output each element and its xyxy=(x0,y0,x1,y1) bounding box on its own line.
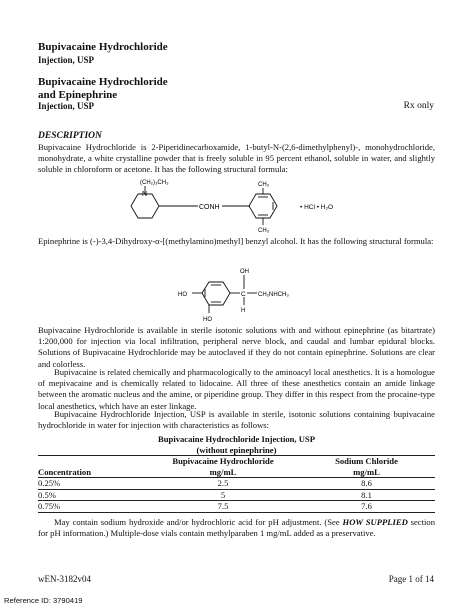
ring-nitrogen-label: N xyxy=(142,191,148,198)
methyl-top-label: CH₃ xyxy=(258,182,270,188)
carbon-label: C xyxy=(241,291,246,298)
cell-sodium-chloride: 8.1 xyxy=(298,489,435,501)
hydroxyl-left-label: HO xyxy=(178,292,187,298)
description-paragraph-1: Bupivacaine Hydrochloride is 2-Piperidinecarboxamide, 1-butyl-N-(2,6-dimethylphenyl)-, monohydrochloride, monohydrate, a white crystalline powder that is freely soluble in 95 percent ethanol, soluble in water, and slightly soluble in chloroform or acetone. It has the following structural formula: xyxy=(38,142,435,175)
hydrogen-label: H xyxy=(241,308,246,314)
title-bupivacaine-epinephrine-line1: Bupivacaine Hydrochloride xyxy=(38,76,168,88)
methyl-bottom-label: CH₃ xyxy=(258,228,270,234)
bupivacaine-structure-diagram xyxy=(118,178,368,234)
concentration-table xyxy=(38,434,435,513)
cell-sodium-chloride: 8.6 xyxy=(298,478,435,490)
table-title-row xyxy=(38,434,435,445)
epinephrine-structure-diagram xyxy=(176,265,326,323)
cell-concentration: 0.75% xyxy=(38,501,148,513)
description-paragraph-2: Epinephrine is (-)-3,4-Dihydroxy-α-[(methylamino)methyl] benzyl alcohol. It has the following structural formula: xyxy=(38,236,434,246)
cell-sodium-chloride: 7.6 xyxy=(298,501,435,513)
cell-bupivacaine: 7.5 xyxy=(148,501,298,513)
salt-hydrate-label: • HCl • H₂O xyxy=(300,204,334,211)
how-supplied-reference: HOW SUPPLIED xyxy=(342,517,408,527)
document-code: wEN-3182v04 xyxy=(38,574,91,584)
page-number: Page 1 of 14 xyxy=(388,574,434,584)
description-paragraph-4: Bupivacaine is related chemically and pharmacologically to the aminoacyl local anesthetics. It is a homologue of mepivacaine and is chemically related to lidocaine. All three of these anesthetics contain an amide linkage between the aromatic nucleus and the amine, or piperidine group. They differ in this respect from the procaine-type local anesthetics, which have an ester linkage. xyxy=(38,367,435,411)
col-header-bupivacaine: Bupivacaine Hydrochloride xyxy=(172,456,274,466)
rx-only-label: Rx only xyxy=(403,101,434,111)
table-title: Bupivacaine Hydrochloride Injection, USP xyxy=(158,434,315,444)
description-paragraph-5: Bupivacaine Hydrochloride Injection, USP is available in sterile, isotonic solutions containing bupivacaine hydrochloride in water for injection with characteristics as follows: xyxy=(38,409,435,431)
reference-id: Reference ID: 3790419 xyxy=(4,596,83,605)
title-bupivacaine: Bupivacaine Hydrochloride xyxy=(38,41,168,53)
col-header-sodium-chloride: Sodium Chloride xyxy=(335,456,398,466)
col-header-concentration: Concentration xyxy=(38,467,148,478)
table-row xyxy=(38,489,435,501)
table-subtitle: (without epinephrine) xyxy=(38,445,435,456)
cell-concentration: 0.25% xyxy=(38,478,148,490)
preservative-note-text: section for pH information.) Multiple-dose vials contain methylparaben 1 mg/mL added as a preservative. xyxy=(38,517,435,539)
subtitle-injection: Injection, USP xyxy=(38,55,94,65)
ph-note-text: May contain sodium hydroxide and/or hydrochloric acid for pH adjustment. (See xyxy=(54,517,343,527)
side-chain-label: CH₂NHCH₃ xyxy=(258,292,289,298)
table-header-row-1 xyxy=(38,456,435,467)
table-header-row-2 xyxy=(38,467,435,478)
col-header-bupivacaine-unit: mg/mL xyxy=(148,467,298,478)
col-header-sodium-chloride-unit: mg/mL xyxy=(298,467,435,478)
amide-label: CONH xyxy=(199,204,220,211)
table-row xyxy=(38,501,435,513)
title-bupivacaine-epinephrine-line2: and Epinephrine xyxy=(38,89,118,101)
description-paragraph-6 xyxy=(38,517,435,539)
description-paragraph-3: Bupivacaine Hydrochloride is available in sterile isotonic solutions with and without epinephrine (as bitartrate) 1:200,000 for injection via local infiltration, peripheral nerve block, and caudal and lumbar epidural blocks. Solutions of Bupivacaine Hydrochloride may be autoclaved if they do not contain epinephrine. Solutions are clear and colorless. xyxy=(38,325,435,369)
table-row xyxy=(38,478,435,490)
cell-bupivacaine: 5 xyxy=(148,489,298,501)
subtitle-injection-2: Injection, USP xyxy=(38,101,94,111)
hydroxyl-top-label: OH xyxy=(240,269,249,275)
hydroxyl-bottom-label: HO xyxy=(203,317,212,323)
table-subtitle-row xyxy=(38,445,435,456)
butyl-chain-label: (CH₂)₃CH₃ xyxy=(140,180,169,186)
cell-concentration: 0.5% xyxy=(38,489,148,501)
description-heading: DESCRIPTION xyxy=(38,131,102,141)
cell-bupivacaine: 2.5 xyxy=(148,478,298,490)
